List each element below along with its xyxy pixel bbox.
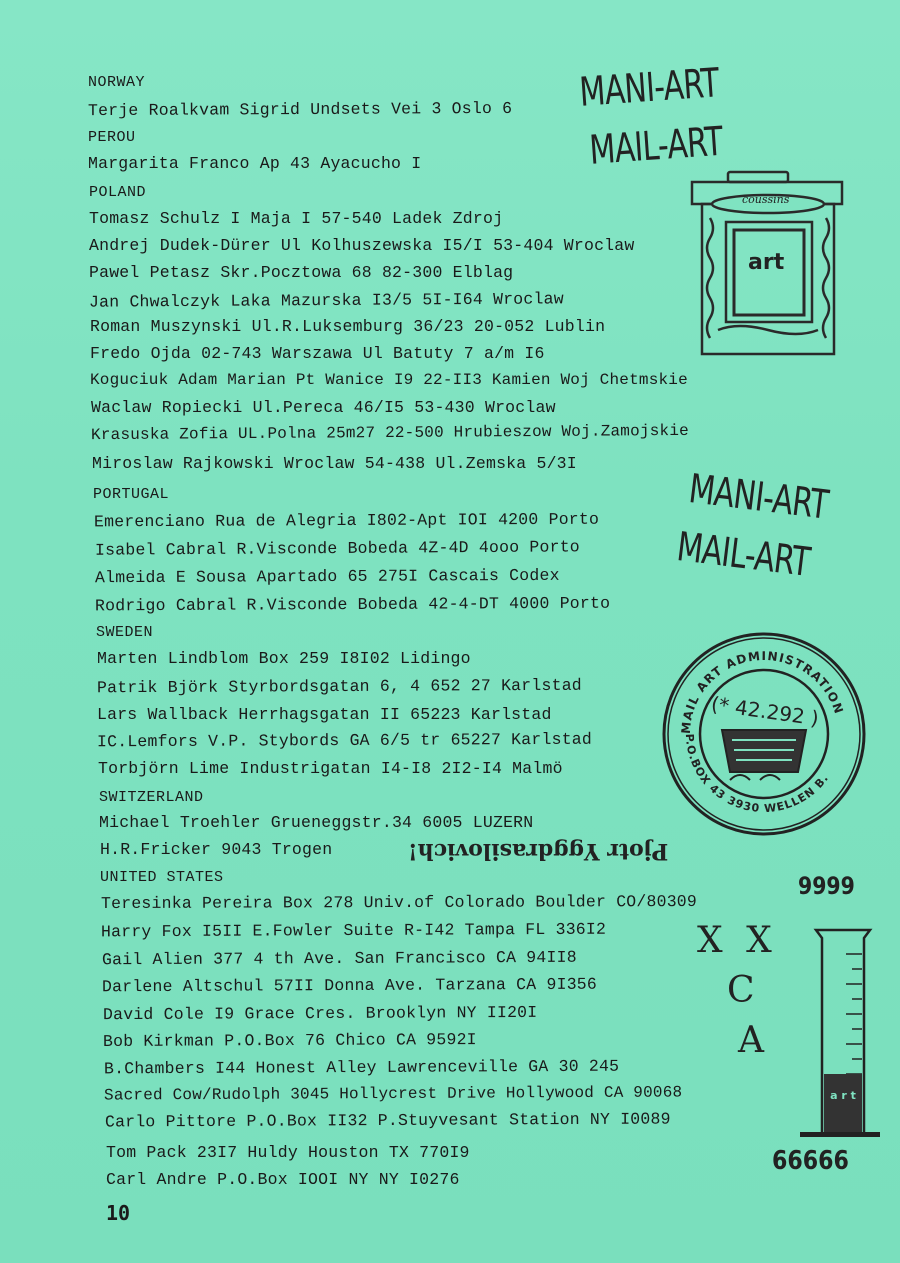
address-line: Roman Muszynski Ul.R.Luksemburg 36/23 20-052 Lublin [90, 317, 606, 336]
address-line: Miroslaw Rajkowski Wroclaw 54-438 Ul.Zemska 5/3I [92, 454, 577, 473]
nines-stamp: 9999 [798, 872, 855, 900]
address-line: David Cole I9 Grace Cres. Brooklyn NY II20I [102, 1002, 538, 1025]
mail-art-administration-seal [660, 630, 868, 838]
cylinder-label: a r t [830, 1089, 856, 1102]
address-line: Margarita Franco Ap 43 Ayacucho I [88, 154, 422, 173]
address-line: Koguciuk Adam Marian Pt Wanice I9 22-II3 Kamien Woj Chetmskie [90, 371, 688, 389]
mail-art-stamp: MAIL-ART [674, 524, 813, 586]
art-label: art [748, 250, 785, 275]
address-line: Krasuska Zofia UL.Polna 25m27 22-500 Hrubieszow Woj.Zamojskie [90, 421, 689, 445]
address-line: Terje Roalkvam Sigrid Undsets Vei 3 Oslo 6 [87, 98, 513, 121]
address-line: Harry Fox I5II E.Fowler Suite R-I42 Tampa FL 336I2 [100, 919, 607, 942]
seal-number: (* 42.292 ) [709, 691, 821, 731]
seal-top-text: MAIL ART ADMINISTRATION [678, 648, 847, 735]
address-line: Michael Troehler Grueneggstr.34 6005 LUZERN [99, 813, 534, 832]
address-line: H.R.Fricker 9043 Trogen [100, 840, 333, 859]
address-line: Bob Kirkman P.O.Box 76 Chico CA 9592I [102, 1030, 477, 1051]
c-stamp: C [727, 970, 755, 1011]
country-heading: UNITED STATES [100, 869, 224, 886]
address-line: Isabel Cabral R.Visconde Bobeda 4Z-4D 4ooo Porto [94, 537, 580, 560]
pjotr-stamp: Pjotr Yggdrasilovich! [408, 838, 669, 864]
mani-art-stamp: MANI-ART [686, 466, 831, 529]
address-line: Fredo Ojda 02-743 Warszawa Ul Batuty 7 a/m I6 [90, 344, 545, 363]
page-number: 10 [106, 1201, 131, 1225]
address-line: Almeida E Sousa Apartado 65 275I Cascais Codex [94, 565, 560, 588]
address-line: Emerenciano Rua de Alegria I802-Apt IOI 4200 Porto [93, 509, 600, 532]
country-heading: PORTUGAL [93, 486, 170, 503]
country-heading: SWITZERLAND [99, 789, 204, 806]
country-heading: NORWAY [88, 74, 146, 91]
address-line: Carlo Pittore P.O.Box II32 P.Stuyvesant Station NY I0089 [104, 1109, 671, 1132]
address-line: Tomasz Schulz I Maja I 57-540 Ladek Zdroj [89, 209, 504, 228]
country-heading: POLAND [89, 184, 147, 201]
address-line: Pawel Petasz Skr.Pocztowa 68 82-300 Elblag [89, 263, 514, 282]
address-line: Teresinka Pereira Box 278 Univ.of Colorado Boulder CO/80309 [100, 891, 698, 914]
address-line: Gail Alien 377 4 th Ave. San Francisco CA 94II8 [101, 947, 577, 970]
address-line: Andrej Dudek-Dürer Ul Kolhuszewska I5/I 53-404 Wroclaw [89, 236, 635, 255]
country-heading: PEROU [88, 129, 136, 146]
cylinder-base [800, 1132, 880, 1137]
sixes-stamp: 66666 [772, 1146, 849, 1176]
address-line: Torbjörn Lime Industrigatan I4-I8 2I2-I4 Malmö [98, 759, 563, 778]
address-line: Tom Pack 23I7 Huldy Houston TX 770I9 [106, 1143, 470, 1162]
address-line: Carl Andre P.O.Box IOOI NY NY I0276 [106, 1170, 460, 1189]
xx-stamp: X X [697, 920, 778, 961]
graduated-cylinder-stamp [804, 924, 884, 1144]
address-line: Sacred Cow/Rudolph 3045 Hollycrest Drive Hollywood CA 90068 [103, 1083, 683, 1105]
address-line: Patrik Björk Styrbordsgatan 6, 4 652 27 Karlstad [96, 675, 582, 698]
a-stamp: A [738, 1020, 764, 1061]
address-line: B.Chambers I44 Honest Alley Lawrenceville GA 30 245 [103, 1056, 620, 1079]
country-heading: SWEDEN [96, 624, 154, 641]
address-line: Jan Chwalczyk Laka Mazurska I3/5 5I-I64 Wroclaw [88, 289, 564, 312]
seal-bottom-text: P.O.BOX 43 3930 WELLEN B. [682, 733, 832, 816]
address-line: IC.Lemfors V.P. Stybords GA 6/5 tr 65227 Karlstad [96, 729, 593, 752]
address-line: Lars Wallback Herrhagsgatan II 65223 Karlstad [97, 705, 552, 724]
address-line: Darlene Altschul 57II Donna Ave. Tarzana CA 9I356 [101, 974, 598, 997]
mail-art-stamp: MAIL-ART [588, 118, 725, 174]
address-line: Marten Lindblom Box 259 I8I02 Lidingo [97, 649, 471, 668]
address-line: Waclaw Ropiecki Ul.Pereca 46/I5 53-430 Wroclaw [91, 398, 556, 417]
coussins-label: coussins [742, 193, 790, 206]
typewriter-icon [722, 730, 806, 780]
address-line: Rodrigo Cabral R.Visconde Bobeda 42-4-DT 4000 Porto [94, 593, 611, 616]
mani-art-stamp: MANI-ART [578, 60, 721, 116]
